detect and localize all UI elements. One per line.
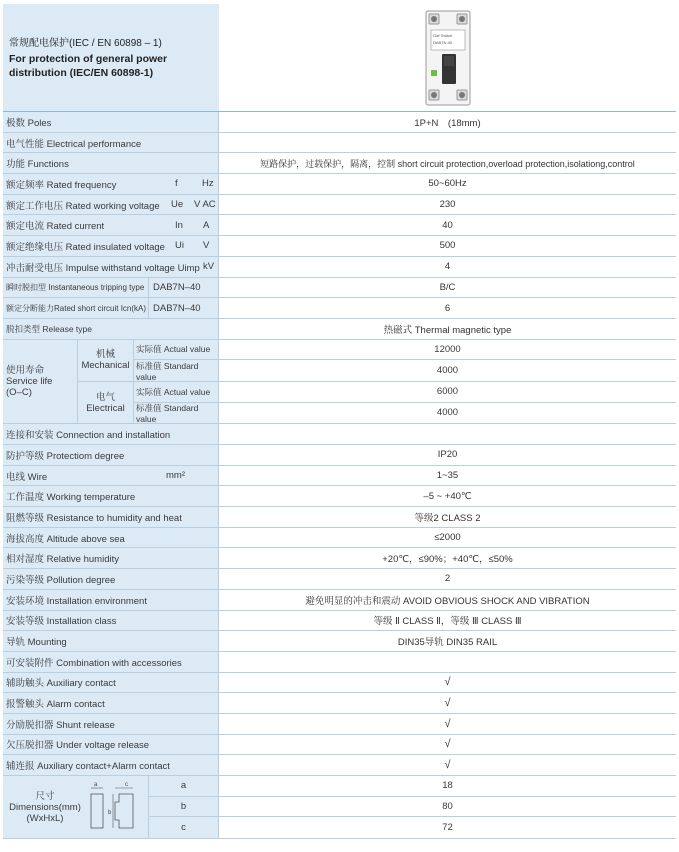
section-label: 电气性能 Electrical performance [6,138,142,150]
title-en: For protection of general power distribution (IEC/EN 60898-1) [9,53,168,79]
row-value: 2 [444,573,451,585]
sub-label: 标准值 Standard value [136,402,199,424]
row-value: 40 [442,219,453,231]
check-mark: √ [444,759,451,772]
row-wire [3,466,676,487]
row-label: 辅助触头 Auxiliary contact [6,678,116,690]
row-aux-alarm-contact [3,755,676,776]
dim-label-en: Dimensions(mm) [9,801,81,813]
row-value: –5 ~ +40℃ [423,490,472,502]
row-shunt-release [3,714,676,735]
row-pollution-degree [3,569,676,590]
life-subrow [134,360,676,381]
row-label: 辅连报 Auxiliary contact+Alarm contact [6,761,170,773]
dimension-keys [149,776,219,838]
row-value: 50~60Hz [428,178,467,190]
sub-label: 标准值 Standard value [136,360,199,382]
row-value: +20℃，≤90%；+40℃，≤50% [382,554,513,566]
dimensions-label-cell [3,776,149,838]
row-label: 额定频率 Rated frequency [6,179,117,191]
row-value: 短路保护，过载保护，隔离，控制 short circuit protection,overload protection,isolationg,control [260,158,635,169]
row-unit: A [203,219,210,231]
device-model-text: DAB7N-40 [432,40,452,45]
check-mark: √ [444,717,451,730]
row-label: 安装环境 Installation environment [6,595,147,607]
sub-value: 12000 [434,343,461,355]
circuit-breaker-image [425,10,471,106]
group-label-en: Mechanical [81,360,130,372]
row-label: 海拔高度 Altitude above sea [6,533,125,545]
row-connection-section [3,424,676,445]
header [3,4,676,112]
row-label: 额定工作电压 Rated working voltage [6,200,160,212]
life-group-mechanical [78,340,676,382]
dim-key: b [180,801,187,813]
group-label-en: Electrical [86,402,125,414]
row-value: 6 [444,302,451,314]
row-undervoltage-release [3,735,676,756]
row-functions [3,153,676,174]
row-label: 相对湿度 Relative humidity [6,554,119,566]
check-mark: √ [444,676,451,689]
row-label: 欠压脱扣器 Under voltage release [6,740,150,752]
dim-key: a [180,780,187,792]
row-label: 额定绝缘电压 Rated insulated voltage [6,241,165,253]
row-unit: Hz [202,178,214,190]
row-label: 电线 Wire [6,471,48,483]
row-value: 1P+N (18mm) [414,117,481,129]
sub-value: 4000 [436,365,459,377]
row-value: 等级2 CLASS 2 [414,512,481,524]
row-altitude [3,528,676,549]
row-working-temperature [3,486,676,507]
row-value: 等级 Ⅱ CLASS Ⅱ，等级 Ⅲ CLASS Ⅲ [373,616,522,628]
life-label-unit: (O–C) [6,386,32,398]
row-label: 安装等级 Installation class [6,616,117,628]
row-label: 极数 Poles [6,117,52,129]
row-label: 瞬时脱扣型 Instantaneous tripping type [6,282,145,292]
dim-letter-a: a [94,782,98,789]
header-title-cell [3,4,219,111]
row-insulated-voltage [3,236,676,257]
row-value: 热磁式 Thermal magnetic type [383,324,512,336]
row-symbol: f [175,178,178,190]
row-impulse-voltage [3,257,676,278]
section-label: 可安装附件 Combination with accessories [6,657,182,669]
dim-value: 18 [442,780,453,792]
row-rated-frequency [3,174,676,195]
row-model: DAB7N–40 [153,302,201,314]
check-mark: √ [444,697,451,710]
sub-value: 4000 [436,407,459,419]
group-label-cn: 电气 [95,391,115,403]
row-value: 500 [439,240,456,252]
life-subrow [134,403,676,424]
row-unit: kV [203,261,215,273]
row-symbol: In [175,219,183,231]
row-label: 工作温度 Working temperature [6,492,136,504]
row-label: 报警触头 Alarm contact [6,699,105,711]
life-label-en: Service life [6,375,53,387]
row-value: 230 [439,199,456,211]
row-unit: mm² [166,470,185,482]
row-poles [3,112,676,133]
row-symbol: Ue [171,199,184,211]
row-relative-humidity [3,548,676,569]
row-protection-degree [3,445,676,466]
service-life-block [3,340,676,425]
row-unit: V [203,240,210,252]
row-breaking-capacity [3,298,676,319]
dim-key: c [181,822,186,834]
row-installation-class [3,611,676,632]
row-electrical-section [3,133,676,154]
row-model: DAB7N–40 [153,281,201,293]
row-symbol: Ui [175,240,184,252]
row-label: 脱扣类型 Release type [6,323,92,334]
sub-label: 实际值 Actual value [136,344,211,355]
life-label-cn: 使用寿命 [6,364,45,376]
row-alarm-contact [3,693,676,714]
row-accessories-section [3,652,676,673]
row-label: 防护等级 Protectiom degree [6,450,125,462]
spec-sheet [3,4,676,840]
dim-label-cn: 尺寸 [35,790,55,802]
row-humidity-heat [3,507,676,528]
row-label: 冲击耐受电压 Impulse withstand voltage Uimp [6,262,200,274]
row-auxiliary-contact [3,673,676,694]
row-tripping-type [3,278,676,299]
dimensions-block [3,776,676,839]
row-label: 导轨 Mounting [6,637,67,649]
product-image-cell [219,4,676,111]
sub-value: 6000 [436,386,459,398]
row-label: 污染等级 Pollution degree [6,574,116,586]
row-rated-voltage [3,195,676,216]
dimension-values [219,776,676,838]
life-subrow [134,340,676,361]
row-value: IP20 [437,449,458,461]
row-value: 避免明显的冲击和震动 AVOID OBVIOUS SHOCK AND VIBRATION [305,595,590,607]
row-value: 4 [444,261,451,273]
row-value: DIN35导轨 DIN35 RAIL [397,637,498,649]
row-label: 阻燃等级 Resistance to humidity and heat [6,512,182,524]
dim-letter-b: b [108,810,112,817]
section-label: 连接和安装 Connection and installation [6,430,171,442]
row-value: ≤2000 [434,532,461,544]
row-label: 功能 Functions [6,159,69,171]
sub-label: 实际值 Actual value [136,386,211,397]
dim-label-unit: (WxHxL) [26,812,64,824]
row-label: 额定电流 Rated current [6,221,105,233]
dim-value: 72 [442,822,453,834]
row-label: 分励脱扣器 Shunt release [6,719,115,731]
row-value: 1~35 [436,470,459,482]
row-value: B/C [439,281,456,293]
row-rated-current [3,215,676,236]
life-group-electrical [78,382,676,423]
service-life-label [3,340,78,424]
dim-value: 80 [442,801,453,813]
row-label: 额定分断能力Rated short circuit Icn(kA) [6,303,147,313]
row-mounting [3,631,676,652]
title-cn: 常规配电保护(IEC / EN 60898 – 1) [9,38,162,49]
check-mark: √ [444,738,451,751]
row-installation-environment [3,590,676,611]
life-subrow [134,382,676,403]
dim-letter-c: c [125,782,128,789]
row-release-type [3,319,676,340]
svg-text:Gaf Switch: Gaf Switch [432,33,452,38]
group-label-cn: 机械 [95,349,115,361]
dimension-drawing [85,778,145,836]
row-unit: V AC [194,199,216,211]
